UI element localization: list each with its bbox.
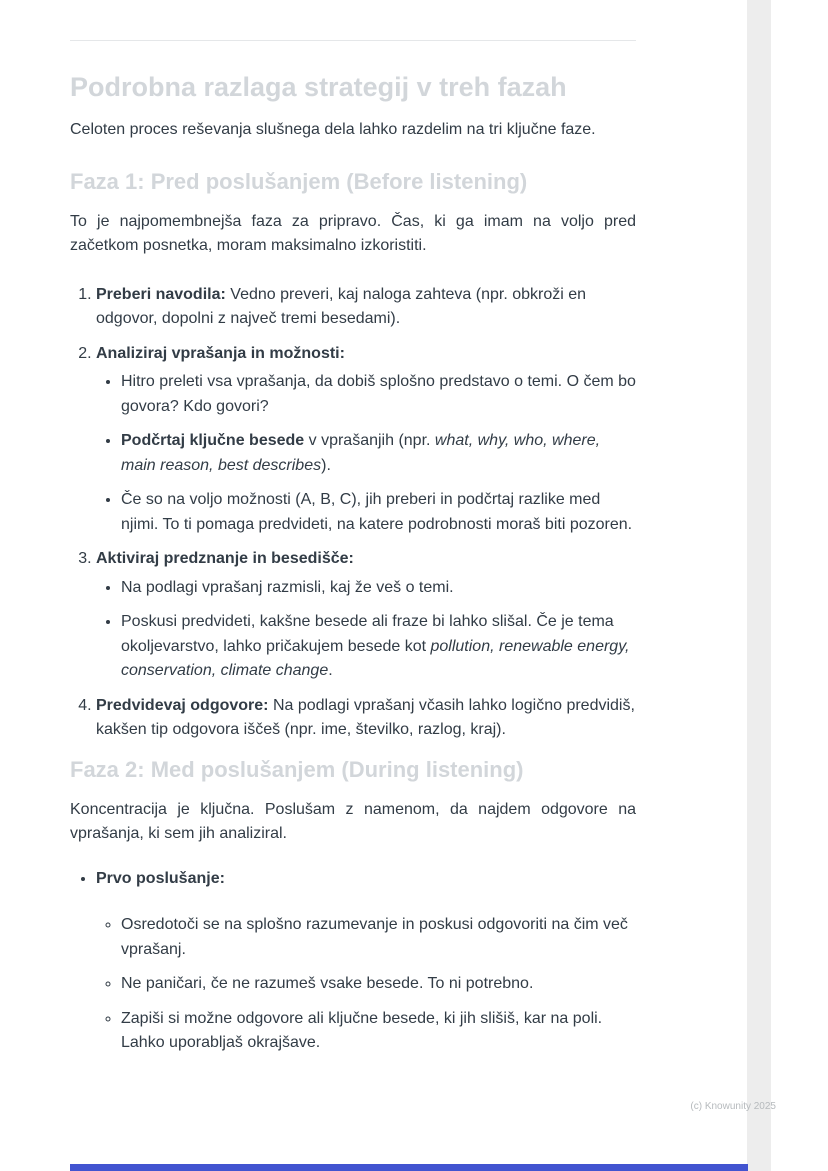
phase1-intro: To je najpomembnejša faza za pripravo. Čas, ki ga imam na voljo pred začetkom posnetka, moram maksimalno izkoristiti. <box>70 212 636 254</box>
phase2-list <box>70 867 636 1056</box>
circle-item <box>121 972 636 997</box>
item-text: Osredotoči se na splošno razumevanje in poskusi odgovoriti na čim več vprašanj. <box>121 916 628 958</box>
page-title: Podrobna razlaga strategij v treh fazah <box>70 72 567 102</box>
item-text: Ne paničari, če ne razumeš vsake besede. To ni potrebno. <box>121 975 534 992</box>
item-text: ). <box>321 456 331 474</box>
bullet-item <box>121 576 636 601</box>
page-edge-strip <box>747 0 771 1171</box>
bullet-item <box>121 488 636 537</box>
keyword-italic: what, why, who, where, main reason, best describes <box>121 432 601 474</box>
item-label: Prvo poslušanje: <box>96 869 225 887</box>
sub-bullet-list <box>96 576 636 684</box>
intro-paragraph: Celoten proces reševanja slušnega dela lahko razdelim na tri ključne faze. <box>70 121 596 138</box>
item-label: Podčrtaj ključne besede <box>121 432 305 449</box>
item-text: Poskusi predvideti, kakšne besede ali fraze bi lahko slišal. Če je tema okoljevarstvo, lahko pričakujem besede kot <box>121 613 614 655</box>
circle-item <box>121 913 636 962</box>
circle-sub-list <box>96 913 636 1056</box>
numbered-item <box>96 342 636 538</box>
document-content <box>70 0 636 1066</box>
item-label: Analiziraj vprašanja in možnosti: <box>96 344 345 362</box>
item-text: Zapiši si možne odgovore ali ključne besede, ki jih slišiš, kar na poli. Lahko uporabljaš okrajšave. <box>121 1009 603 1051</box>
item-text: Hitro preleti vsa vprašanja, da dobiš splošno predstavo o temi. O čem bo govora? Kdo govori? <box>121 373 636 415</box>
item-label: Predvidevaj odgovore: <box>96 696 269 714</box>
bullet-item <box>121 610 636 684</box>
item-label: Preberi navodila: <box>96 285 226 303</box>
bullet-item <box>96 867 636 1056</box>
item-text: Na podlagi vprašanj včasih lahko logično predvidiš, kakšen tip odgovora iščeš (npr. ime, številko, razlog, kraj). <box>96 696 635 738</box>
numbered-item <box>96 283 636 332</box>
item-text: Če so na voljo možnosti (A, B, C), jih preberi in podčrtaj razlike med njimi. To ti pomaga predvideti, na katere podrobnosti moraš biti pozoren. <box>121 491 633 533</box>
phase1-heading: Faza 1: Pred poslušanjem (Before listening) <box>70 168 528 194</box>
top-divider <box>70 40 636 41</box>
bottom-accent-bar <box>70 1164 748 1171</box>
bullet-item <box>121 370 636 419</box>
item-text: v vprašanjih (npr. <box>304 432 435 449</box>
bullet-item <box>121 429 636 478</box>
item-text: Vedno preveri, kaj naloga zahteva (npr. obkroži en odgovor, dopolni z največ tremi besedami). <box>96 285 587 327</box>
phase2-intro: Koncentracija je ključna. Poslušam z namenom, da najdem odgovore na vprašanja, ki sem jih analiziral. <box>70 800 636 842</box>
phase2-heading: Faza 2: Med poslušanjem (During listening) <box>70 756 524 782</box>
numbered-item <box>96 694 636 743</box>
item-label: Aktiviraj predznanje in besedišče: <box>96 550 354 567</box>
circle-item <box>121 1007 636 1056</box>
item-text: Na podlagi vprašanj razmisli, kaj že veš o temi. <box>121 578 454 596</box>
numbered-item <box>96 547 636 684</box>
copyright-text: (c) Knowunity 2025 <box>690 1101 776 1112</box>
phase1-strategy-list <box>70 283 636 743</box>
item-text: . <box>328 662 333 679</box>
keyword-italic: pollution, renewable energy, conservation, climate change <box>121 637 630 679</box>
sub-bullet-list <box>96 370 636 537</box>
